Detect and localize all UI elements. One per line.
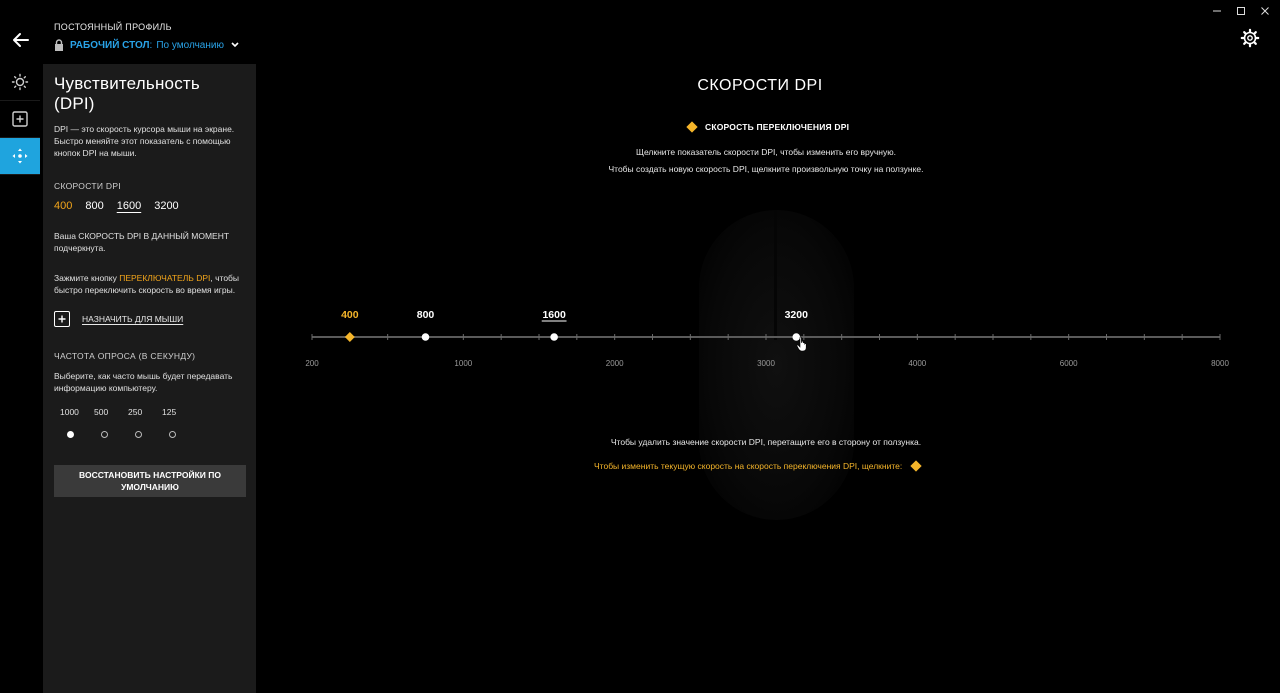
- shift-speed-legend: [688, 122, 849, 132]
- poll-radio-1000[interactable]: [67, 431, 74, 438]
- arrow-left-icon: [8, 28, 34, 52]
- gear-icon: [1240, 28, 1260, 48]
- polling-rate-caption: ЧАСТОТА ОПРОСА (В СЕКУНДУ): [54, 351, 196, 361]
- instruction-edit: Щелкните показатель скорости DPI, чтобы изменить его вручную.: [636, 147, 896, 157]
- poll-label: 1000: [60, 407, 79, 417]
- dpi-marker-handle[interactable]: [422, 333, 430, 341]
- dpi-marker-label[interactable]: 1600: [542, 309, 566, 321]
- profile-caption: ПОСТОЯННЫЙ ПРОФИЛЬ: [54, 22, 172, 32]
- poll-radio-125[interactable]: [169, 431, 176, 438]
- slider-axis-label: 3000: [757, 359, 775, 368]
- profile-selector: [54, 22, 240, 51]
- maximize-icon: [1236, 6, 1246, 16]
- close-button[interactable]: [1258, 4, 1272, 18]
- diamond-icon: [686, 121, 697, 132]
- slider-axis-label: 1000: [454, 359, 473, 368]
- poll-label: 250: [128, 407, 143, 417]
- instruction-shift: Чтобы изменить текущую скорость на скорость переключения DPI, щелкните:: [594, 461, 903, 471]
- set-shift-speed-button[interactable]: [911, 460, 922, 471]
- main-title: СКОРОСТИ DPI: [697, 77, 823, 94]
- instruction-shift-row: [594, 461, 920, 471]
- dpi-marker-label[interactable]: 800: [416, 309, 435, 321]
- dpi-marker-handle[interactable]: [550, 333, 558, 341]
- settings-button[interactable]: [1240, 28, 1260, 48]
- dpi-slider[interactable]: [300, 300, 1240, 380]
- poll-option-250: [128, 407, 162, 438]
- panel-description: DPI — это скорость курсора мыши на экране. Быстро меняйте этот показатель с помощью кнопок DPI на мыши.: [54, 124, 235, 158]
- assign-label: НАЗНАЧИТЬ ДЛЯ МЫШИ: [82, 314, 184, 324]
- nav-dpi[interactable]: [0, 138, 40, 175]
- dpi-speed-list: [54, 200, 245, 212]
- lighting-icon: [11, 73, 29, 91]
- slider-axis-label: 200: [305, 359, 319, 368]
- dpi-speed-3200[interactable]: 3200: [154, 200, 179, 212]
- dpi-marker-label[interactable]: 3200: [784, 309, 808, 321]
- lock-icon: [54, 39, 64, 51]
- poll-label: 500: [94, 407, 109, 417]
- nav-rail: [0, 64, 42, 693]
- slider-axis-label: 4000: [908, 359, 927, 368]
- polling-rate-description: Выберите, как часто мышь будет передавать информацию компьютеру.: [54, 371, 233, 393]
- shift-button-note: [54, 272, 244, 296]
- polling-rate-options: [60, 407, 245, 438]
- poll-radio-250[interactable]: [135, 431, 142, 438]
- dpi-settings-panel: [43, 64, 256, 693]
- poll-option-125: [162, 407, 196, 438]
- dpi-speeds-caption: СКОРОСТИ DPI: [54, 181, 121, 191]
- instruction-create: Чтобы создать новую скорость DPI, щелкните произвольную точку на ползунке.: [608, 164, 924, 174]
- close-icon: [1260, 6, 1270, 16]
- back-button[interactable]: [8, 28, 34, 52]
- minimize-button[interactable]: [1210, 4, 1224, 18]
- dpi-speed-400[interactable]: 400: [54, 200, 73, 212]
- slider-axis-label: 2000: [605, 359, 624, 368]
- slider-axis-label: 6000: [1059, 359, 1078, 368]
- restore-defaults-button[interactable]: ВОССТАНОВИТЬ НАСТРОЙКИ ПО УМОЛЧАНИЮ: [54, 465, 246, 497]
- profile-dropdown[interactable]: [54, 39, 240, 51]
- profile-separator: :: [149, 39, 153, 51]
- dpi-speed-800[interactable]: 800: [85, 200, 104, 212]
- poll-option-1000: [60, 407, 94, 438]
- nav-lighting[interactable]: [0, 64, 40, 101]
- minimize-icon: [1212, 6, 1222, 16]
- shift-note-post: , чтобы быстро переключить скорость во время игры.: [54, 273, 240, 295]
- shift-note-highlight: ПЕРЕКЛЮЧАТЕЛЬ DPI: [119, 273, 211, 283]
- dpi-marker-handle[interactable]: [345, 332, 355, 342]
- poll-label: 125: [162, 407, 177, 417]
- instruction-delete: Чтобы удалить значение скорости DPI, перетащите его в сторону от ползунка.: [610, 437, 922, 447]
- dpi-icon: [11, 147, 29, 165]
- profile-name: РАБОЧИЙ СТОЛ: [70, 39, 150, 51]
- current-speed-note: Ваша СКОРОСТЬ DPI В ДАННЫЙ МОМЕНТ подчеркнута.: [54, 231, 230, 253]
- window-controls: [1210, 4, 1272, 18]
- dpi-speed-1600[interactable]: 1600: [116, 200, 142, 212]
- shift-legend-text: СКОРОСТЬ ПЕРЕКЛЮЧЕНИЯ DPI: [705, 122, 850, 132]
- assign-to-mouse-button[interactable]: [54, 311, 245, 327]
- profile-value: По умолчанию: [156, 39, 224, 51]
- poll-option-500: [94, 407, 128, 438]
- shift-note-pre: Зажмите кнопку: [54, 273, 120, 283]
- assignments-icon: [11, 110, 29, 128]
- hand-cursor-icon: [796, 336, 808, 352]
- panel-title: Чувствительность (DPI): [54, 74, 200, 113]
- nav-assignments[interactable]: [0, 101, 40, 138]
- dpi-marker-label[interactable]: 400: [341, 309, 359, 321]
- slider-axis-label: 8000: [1211, 359, 1229, 368]
- poll-radio-500[interactable]: [101, 431, 108, 438]
- chevron-down-icon: [230, 41, 240, 49]
- plus-icon: [54, 311, 70, 327]
- maximize-button[interactable]: [1234, 4, 1248, 18]
